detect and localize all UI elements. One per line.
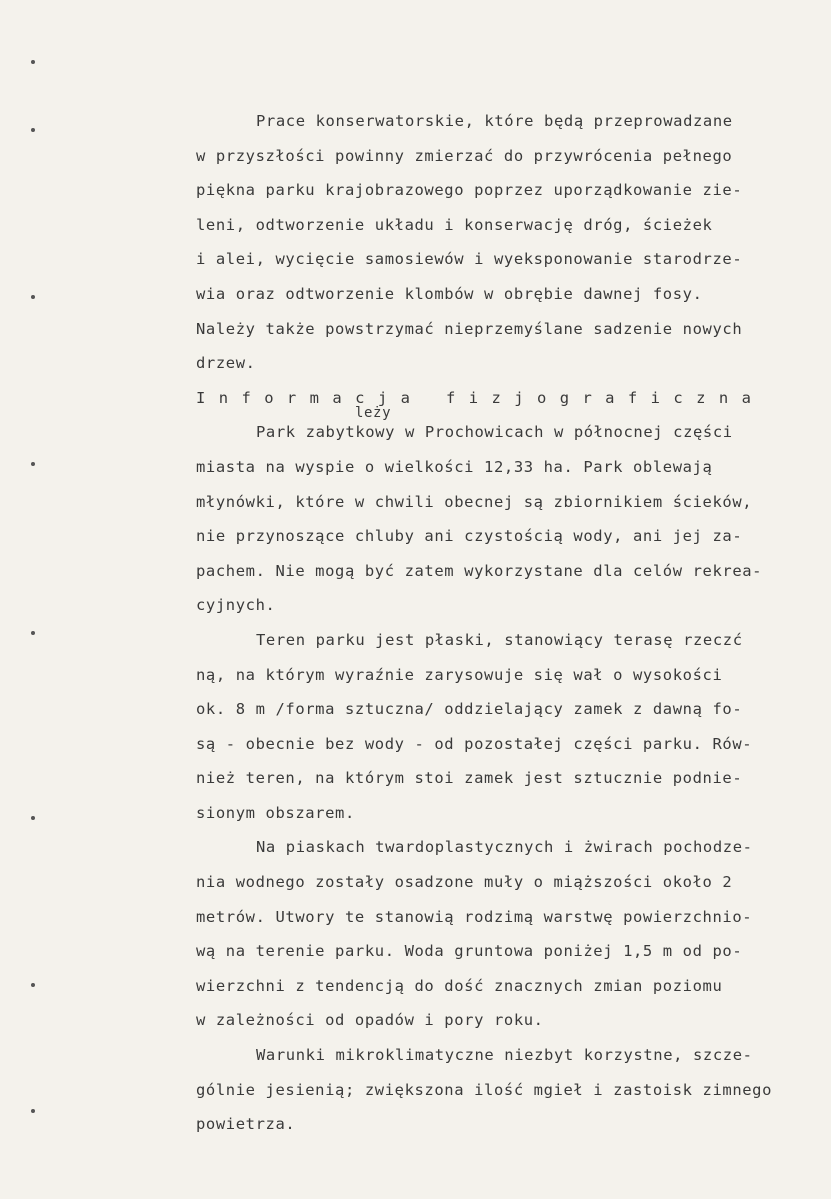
margin-dot — [31, 1109, 35, 1113]
text-line: piękna parku krajobrazowego poprzez uporządkowanie zie- — [196, 181, 743, 200]
margin-dot — [31, 631, 35, 635]
margin-dot — [31, 462, 35, 466]
text-line: nia wodnego zostały osadzone muły o miąższości około 2 — [196, 873, 733, 892]
text-line: w zależności od opadów i pory roku. — [196, 1011, 544, 1030]
text-line: cyjnych. — [196, 596, 276, 615]
text-line: Teren parku jest płaski, stanowiący terasę rzeczć — [256, 630, 743, 649]
text-line: i alei, wycięcie samosiewów i wyeksponowanie starodrze- — [196, 250, 743, 269]
text-line: pachem. Nie mogą być zatem wykorzystane dla celów rekrea- — [196, 561, 763, 580]
text-line: Należy także powstrzymać nieprzemyślane sadzenie nowych — [196, 319, 743, 338]
margin-dot — [31, 295, 35, 299]
typed-text — [196, 104, 796, 1142]
text-line: młynówki, które w chwili obecnej są zbiornikiem ścieków, — [196, 492, 753, 511]
text-line: w przyszłości powinny zmierzać do przywrócenia pełnego — [196, 146, 733, 165]
text-line: wia oraz odtworzenie klombów w obrębie dawnej fosy. — [196, 284, 703, 303]
text-line: drzew. — [196, 354, 256, 373]
margin-dot — [31, 128, 35, 132]
text-line: metrów. Utwory te stanowią rodzimą warstwę powierzchnio- — [196, 907, 753, 926]
text-line: Na piaskach twardoplastycznych i żwirach pochodze- — [256, 838, 753, 857]
text-line: Park zabytkowy w Prochowicach w północnej części — [256, 423, 733, 442]
text-line: są - obecnie bez wody - od pozostałej części parku. Rów- — [196, 734, 753, 753]
text-line: sionym obszarem. — [196, 803, 355, 822]
text-line: ok. 8 m /forma sztuczna/ oddzielający zamek z dawną fo- — [196, 700, 743, 719]
text-line: nie przynoszące chluby ani czystością wody, ani jej za- — [196, 527, 743, 546]
text-line: powietrza. — [196, 1115, 296, 1134]
section-heading: Informacja fizjograficzna — [196, 388, 765, 407]
text-line: ną, na którym wyraźnie zarysowuje się wał o wysokości — [196, 665, 723, 684]
text-line: wą na terenie parku. Woda gruntowa poniżej 1,5 m od po- — [196, 942, 743, 961]
text-line: Prace konserwatorskie, które będą przeprowadzane — [256, 112, 733, 130]
handwritten-insertion: leży — [355, 405, 392, 421]
margin-dot — [31, 816, 35, 820]
text-line: Warunki mikroklimatyczne niezbyt korzystne, szcze- — [256, 1046, 753, 1065]
text-line: leni, odtworzenie układu i konserwację dróg, ścieżek — [196, 215, 713, 234]
text-line: miasta na wyspie o wielkości 12,33 ha. Park oblewają — [196, 457, 713, 476]
margin-dot — [31, 60, 35, 64]
margin-dot — [31, 983, 35, 987]
text-line: wierzchni z tendencją do dość znacznych zmian poziomu — [196, 976, 723, 995]
text-line: nież teren, na którym stoi zamek jest sztucznie podnie- — [196, 769, 743, 788]
text-line: gólnie jesienią; zwiększona ilość mgieł i zastoisk zimnego — [196, 1080, 773, 1099]
